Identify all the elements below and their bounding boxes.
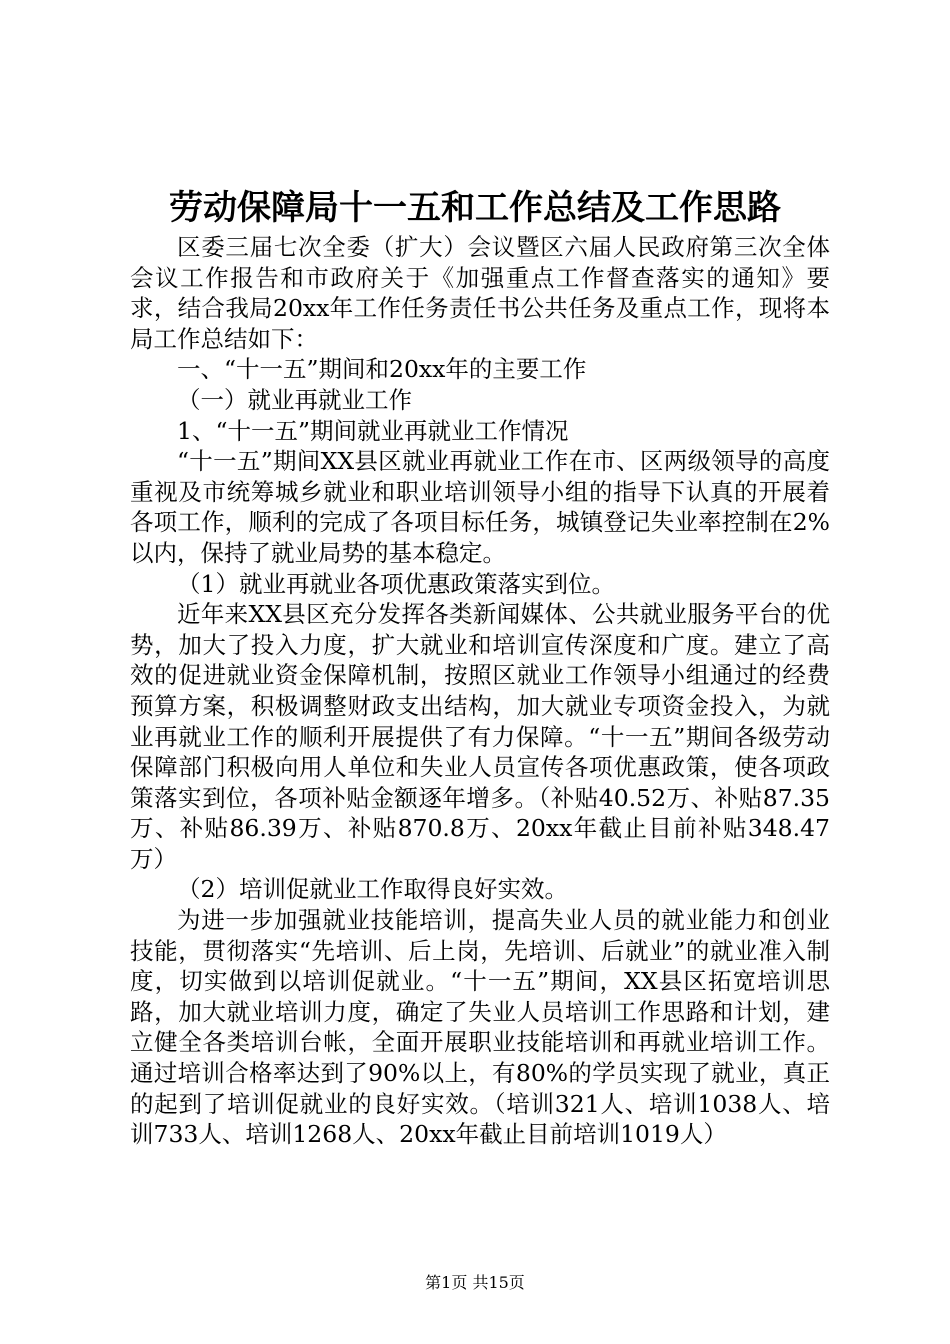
item-heading-1: 1、“十一五”期间就业再就业工作情况 (177, 416, 569, 445)
paragraph-intro: 区委三届七次全委（扩大）会议暨区六届人民政府第三次全体会议工作报告和市政府关于《加强重点工作督查落实的通知》要求，结合我局20xx年工作任务责任书公共任务及重点工作，现将本局工作总结如下： (130, 233, 830, 353)
point-heading-1: （1）就业再就业各项优惠政策落实到位。 (177, 569, 615, 598)
paragraph-training: 为进一步加强就业技能培训，提高失业人员的就业能力和创业技能，贯彻落实“先培训、后上岗，先培训、后就业”的就业准入制度，切实做到以培训促就业。“十一五”期间，XX县区拓宽培训思路，加大就业培训力度，确定了失业人员培训工作思路和计划，建立健全各类培训台帐，全面开展职业技能培训和再就业培训工作。通过培训合格率达到了90%以上，有80%的学员实现了就业，真正的起到了培训促就业的良好实效。（培训321人、培训1038人、培训733人、培训1268人、20xx年截止目前培训1019人） (130, 906, 830, 1149)
page-footer: 第1页 共15页 (425, 1273, 525, 1292)
document-body (130, 232, 830, 1150)
point-heading-2: （2）培训促就业工作取得良好实效。 (177, 875, 568, 904)
document-title: 劳动保障局十一五和工作总结及工作思路 (169, 188, 781, 228)
section-heading-1: 一、“十一五”期间和20xx年的主要工作 (177, 355, 587, 384)
subsection-heading-1: （一）就业再就业工作 (177, 385, 412, 414)
paragraph-employment-overview: “十一五”期间XX县区就业再就业工作在市、区两级领导的高度重视及市统筹城乡就业和职业培训领导小组的指导下认真的开展着各项工作，顺利的完成了各项目标任务，城镇登记失业率控制在2%以内，保持了就业局势的基本稳定。 (130, 447, 830, 567)
paragraph-policy: 近年来XX县区充分发挥各类新闻媒体、公共就业服务平台的优势，加大了投入力度，扩大就业和培训宣传深度和广度。建立了高效的促进就业资金保障机制，按照区就业工作领导小组通过的经费预算方案，积极调整财政支出结构，加大就业专项资金投入，为就业再就业工作的顺利开展提供了有力保障。“十一五”期间各级劳动保障部门积极向用人单位和失业人员宣传各项优惠政策，使各项政策落实到位，各项补贴金额逐年增多。（补贴40.52万、补贴87.35万、补贴86.39万、补贴870.8万、20xx年截止目前补贴348.47万） (130, 600, 830, 873)
